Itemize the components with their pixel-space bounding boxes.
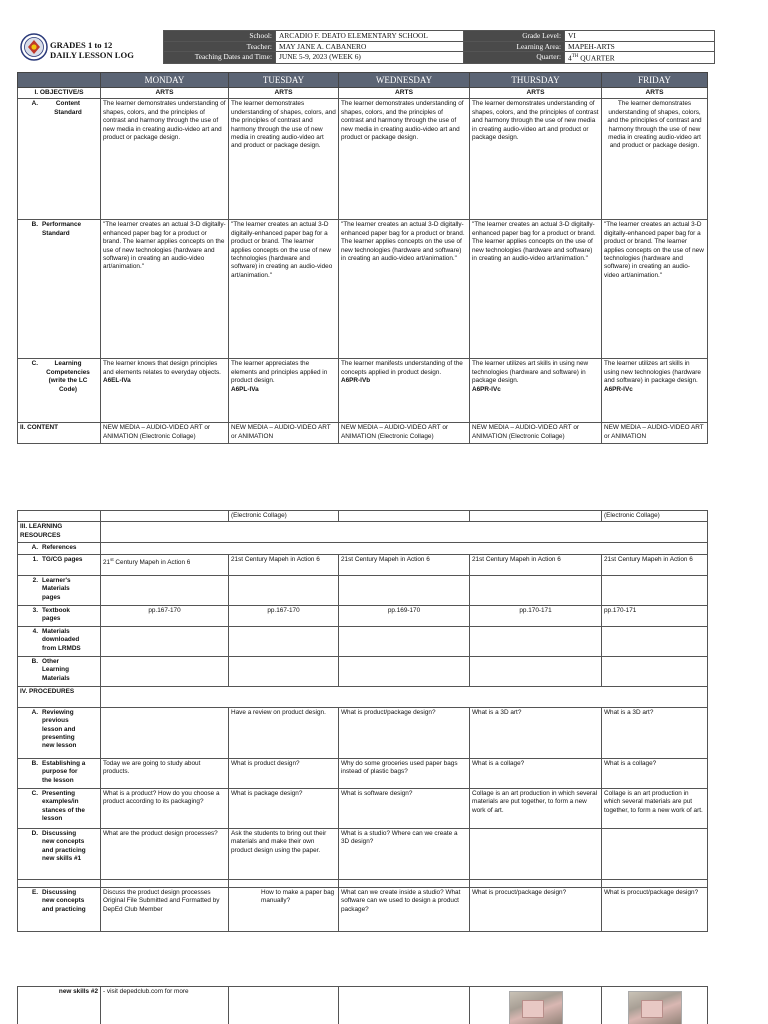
competency-cell: The learner knows that design principles and elements relates to everyday objects. A6EL-IVa — [101, 359, 229, 423]
purpose-label: B. Establishing a purpose for the lesson — [18, 758, 101, 788]
discuss2-cell: What is procuct/package design? — [602, 887, 708, 931]
lesson-log-table — [17, 72, 708, 444]
subject-friday: ARTS — [602, 88, 708, 99]
discuss1-cell — [470, 828, 602, 879]
examples-cell: What is package design? — [229, 788, 339, 828]
teacher-label: Teacher: — [164, 41, 276, 52]
textbook-pages-cell: pp.169-170 — [339, 605, 470, 626]
examples-cell: What is software design? — [339, 788, 470, 828]
discuss2-label: E. Discussing new concepts and practicing — [18, 887, 101, 931]
content-cell: NEW MEDIA – AUDIO-VIDEO ART or ANIMATION (Electronic Collage) — [101, 423, 229, 444]
purpose-cell: What is product design? — [229, 758, 339, 788]
discuss1-label: D. Discussing new concepts and practicing new skills #1 — [18, 828, 101, 879]
lesson-log-table-continued — [17, 510, 708, 932]
competency-cell: The learner manifests understanding of the concepts applied in product design. A6PR-IVb — [339, 359, 470, 423]
grade-level-value: VI — [565, 31, 715, 42]
content-cell: NEW MEDIA – AUDIO-VIDEO ART or ANIMATION — [229, 423, 339, 444]
discuss2-cell: Discuss the product design processes Original File Submitted and Formatted by DepEd Club Member — [101, 887, 229, 931]
subject-monday: ARTS — [101, 88, 229, 99]
photo-cell — [470, 987, 602, 1024]
discuss1-cell — [602, 828, 708, 879]
deped-seal-icon — [20, 33, 48, 61]
discuss2-cell: How to make a paper bag manually? — [229, 887, 339, 931]
discuss2-cell-continued: - visit depedclub.com for more — [101, 987, 229, 1024]
competency-cell: The learner utilizes art skills in using new technologies (hardware and software) in package design. A6PR-IVc — [470, 359, 602, 423]
collage-photo-image — [628, 991, 682, 1024]
performance-standard-label: B. Performance Standard — [18, 220, 101, 359]
review-cell: What is a 3D art? — [470, 707, 602, 758]
lrmds-label: 4. Materials downloaded from LRMDS — [18, 626, 101, 656]
day-header-wednesday: WEDNESDAY — [339, 73, 470, 88]
content-cell: NEW MEDIA – AUDIO-VIDEO ART or ANIMATION (Electronic Collage) — [339, 423, 470, 444]
learning-area-value: MAPEH-ARTS — [565, 41, 715, 52]
tg-pages-label: 1. TG/CG pages — [18, 554, 101, 575]
discuss2-label-continued: new skills #2 — [18, 987, 101, 1024]
discuss1-cell: What is a studio? Where can we create a 3D design? — [339, 828, 470, 879]
examples-cell: What is a product? How do you choose a product according to its packaging? — [101, 788, 229, 828]
lc-code: A6PL-IVa — [231, 385, 259, 393]
lc-code: A6PR-IVc — [604, 385, 633, 393]
form-title-line1: GRADES 1 to 12 — [50, 40, 113, 50]
teacher-value: MAY JANE A. CABANERO — [276, 41, 464, 52]
content-cell: NEW MEDIA – AUDIO-VIDEO ART or ANIMATION (Electronic Collage) — [470, 423, 602, 444]
textbook-pages-cell: pp.167-170 — [229, 605, 339, 626]
section-procedures: IV. PROCEDURES — [18, 686, 101, 707]
examples-label: C. Presenting examples/in stances of the lesson — [18, 788, 101, 828]
discuss2-cell: What is procuct/package design? — [470, 887, 602, 931]
tg-pages-cell: 21st Century Mapeh in Action 6 — [229, 554, 339, 575]
subject-thursday: ARTS — [470, 88, 602, 99]
day-header-tuesday: TUESDAY — [229, 73, 339, 88]
school-value: ARCADIO F. DEATO ELEMENTARY SCHOOL — [276, 31, 464, 42]
competency-cell: The learner utilizes art skills in using new technologies (hardware and software) in package design. A6PR-IVc — [602, 359, 708, 423]
review-cell: Have a review on product design. — [229, 707, 339, 758]
examples-cell: Collage is an art production in which several materials are put together, to form a new work of art. — [602, 788, 708, 828]
quarter-label: Quarter: — [464, 52, 565, 64]
textbook-pages-cell: pp.170-171 — [470, 605, 602, 626]
performance-standard-cell: "The learner creates an actual 3-D digitally-enhanced paper bag for a product or brand. The learner applies concepts on the use of new technologies (hardware and software) in creating an audio-video art/animation." — [470, 220, 602, 359]
content-standard-cell: The learner demonstrates understanding of shapes, colors, and the principles of contrast and harmony through the use of new media in creating audio-video art and product or package design. — [339, 99, 470, 220]
competencies-label: C. Learning Competencies (write the LC Code) — [18, 359, 101, 423]
lesson-log-table-page3 — [17, 986, 708, 1024]
lc-code: A6PR-IVb — [341, 377, 371, 385]
purpose-cell: Today we are going to study about products. — [101, 758, 229, 788]
subject-wednesday: ARTS — [339, 88, 470, 99]
textbook-pages-cell: pp.167-170 — [101, 605, 229, 626]
day-header-friday: FRIDAY — [602, 73, 708, 88]
day-header-blank — [18, 73, 101, 88]
photo-cell — [602, 987, 708, 1024]
tg-pages-cell: 21st Century Mapeh in Action 6 — [101, 554, 229, 575]
references-label: A. References — [18, 543, 101, 554]
tg-pages-cell: 21st Century Mapeh in Action 6 — [602, 554, 708, 575]
performance-standard-cell: "The learner creates an actual 3-D digitally-enhanced paper bag for a product or brand. The learner applies concepts on the use of new technologies (hardware and software) in creating an audio-video art/animation." — [229, 220, 339, 359]
day-header-thursday: THURSDAY — [470, 73, 602, 88]
other-materials-label: B. Other Learning Materials — [18, 656, 101, 686]
grade-level-label: Grade Level: — [464, 31, 565, 42]
lc-code: A6PR-IVc — [472, 385, 501, 393]
review-cell: What is a 3D art? — [602, 707, 708, 758]
examples-cell: Collage is an art production in which several materials are put together, to form a new work of art. — [470, 788, 602, 828]
quarter-value: 4TH QUARTER — [565, 52, 715, 64]
review-cell — [101, 707, 229, 758]
lc-code: A6EL-IVa — [103, 377, 131, 385]
form-title-line2: DAILY LESSON LOG — [50, 50, 134, 60]
subject-tuesday: ARTS — [229, 88, 339, 99]
textbook-pages-label: 3. Textbook pages — [18, 605, 101, 626]
header-info-table — [163, 30, 715, 64]
content-standard-cell: The learner demonstrates understanding of shapes, colors, and the principles of contrast and harmony through the use of new media in creating audio-video art and product or package design. — [470, 99, 602, 220]
review-cell: What is product/package design? — [339, 707, 470, 758]
learning-area-label: Learning Area: — [464, 41, 565, 52]
lm-pages-label: 2. Learner's Materials pages — [18, 575, 101, 605]
content-cell: NEW MEDIA – AUDIO-VIDEO ART or ANIMATION — [602, 423, 708, 444]
content-standard-label: A. Content Standard — [18, 99, 101, 220]
logo-block — [18, 30, 163, 64]
discuss1-cell: What are the product design processes? — [101, 828, 229, 879]
tg-pages-cell: 21st Century Mapeh in Action 6 — [470, 554, 602, 575]
content-standard-cell: The learner demonstrates understanding of shapes, colors, and the principles of contrast and harmony through the use of new media in creating audio-video art and product or package design. — [229, 99, 339, 220]
school-label: School: — [164, 31, 276, 42]
performance-standard-cell: "The learner creates an actual 3-D digitally-enhanced paper bag for a product or brand. The learner applies concepts on the use of new technologies (hardware and software) in creating an audio-video art/animation." — [602, 220, 708, 359]
purpose-cell: Why do some groceries used paper bags instead of plastic bags? — [339, 758, 470, 788]
section-content: II. CONTENT — [18, 423, 101, 444]
purpose-cell: What is a collage? — [470, 758, 602, 788]
discuss1-cell: Ask the students to bring out their materials and make their own product design using the paper. — [229, 828, 339, 879]
day-header-monday: MONDAY — [101, 73, 229, 88]
content-standard-cell: The learner demonstrates understanding of shapes, colors, and the principles of contrast and harmony through the use of new media in creating audio-video art and product or package design. — [602, 99, 708, 220]
collage-photo-image — [509, 991, 563, 1024]
section-objectives: I. OBJECTIVE/S — [18, 88, 101, 99]
competency-cell: The learner appreciates the elements and principles applied in product design. A6PL-IVa — [229, 359, 339, 423]
section-learning-resources: III. LEARNING RESOURCES — [18, 522, 101, 543]
performance-standard-cell: "The learner creates an actual 3-D digitally-enhanced paper bag for a product or brand. The learner applies concepts on the use of new technologies (hardware and software) in creating an audio-video art/animation." — [101, 220, 229, 359]
tg-pages-cell: 21st Century Mapeh in Action 6 — [339, 554, 470, 575]
content-standard-cell: The learner demonstrates understanding of shapes, colors, and the principles of contrast and harmony through the use of new media in creating audio-video art and product or package design. — [101, 99, 229, 220]
performance-standard-cell: "The learner creates an actual 3-D digitally-enhanced paper bag for a product or brand. The learner applies concepts on the use of new technologies (hardware and software) in creating an audio-video art/animation." — [339, 220, 470, 359]
content-continuation: (Electronic Collage) — [229, 511, 339, 522]
purpose-cell: What is a collage? — [602, 758, 708, 788]
textbook-pages-cell: pp.170-171 — [602, 605, 708, 626]
teaching-dates-label: Teaching Dates and Time: — [164, 52, 276, 64]
content-continuation: (Electronic Collage) — [602, 511, 708, 522]
teaching-dates-value: JUNE 5-9, 2023 (WEEK 6) — [276, 52, 464, 64]
discuss2-cell: What can we create inside a studio? What software can we used to design a product package? — [339, 887, 470, 931]
review-label: A. Reviewing previous lesson and presenting new lesson — [18, 707, 101, 758]
